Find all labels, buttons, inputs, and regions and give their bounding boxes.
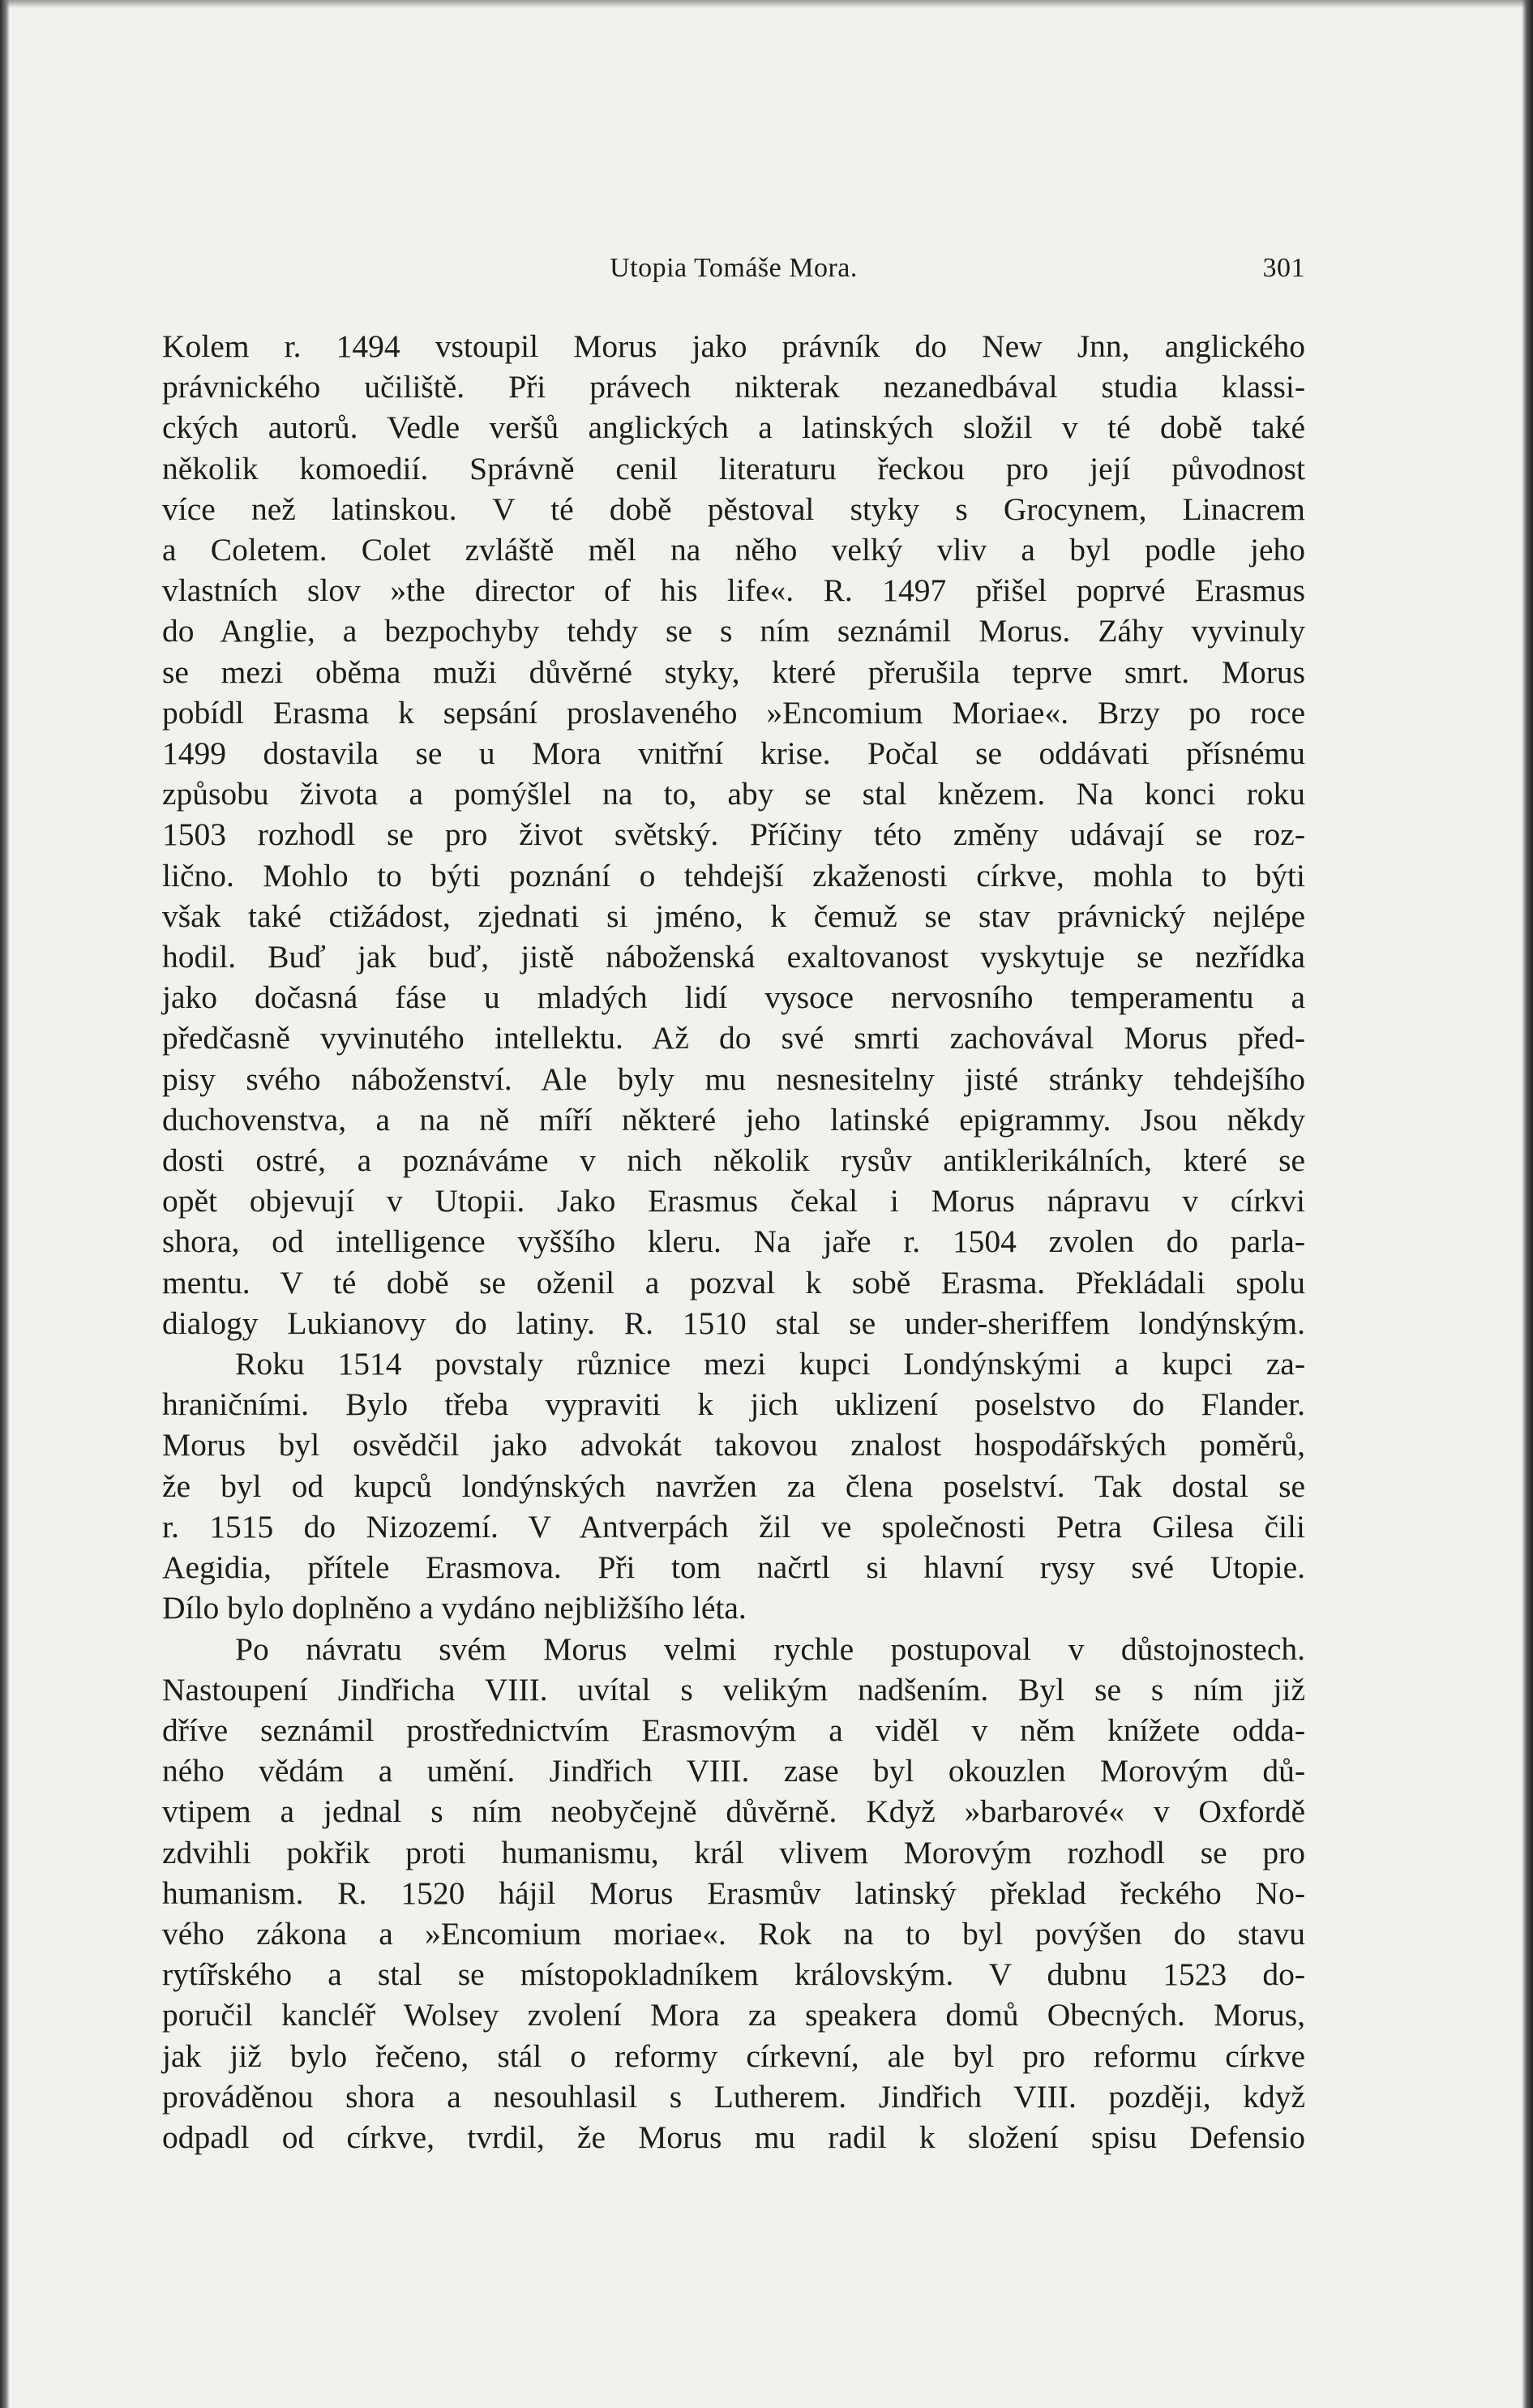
scan-edge-left bbox=[0, 0, 10, 2408]
text-line: Aegidia, přítele Erasmova. Při tom načrtl si hlavní rysy své Utopie. bbox=[162, 1549, 1305, 1586]
body-text bbox=[162, 326, 1305, 2157]
text-line: pisy svého náboženství. Ale byly mu nesnesitelny jisté stránky tehdejšího bbox=[162, 1060, 1305, 1097]
text-line: pobídl Erasma k sepsání proslaveného »Encomium Moriae«. Brzy po roce bbox=[162, 694, 1305, 731]
text-line bbox=[162, 1629, 1305, 1669]
text-line: několik komoedií. Správně cenil literaturu řeckou pro její původnost bbox=[162, 450, 1305, 486]
text-line: jako dočasná fáse u mladých lidí vysoce nervosního temperamentu a bbox=[162, 979, 1305, 1016]
text-line: rytířského a stal se místopokladníkem královským. V dubnu 1523 do- bbox=[162, 1956, 1305, 1993]
text-line: předčasně vyvinutého intellektu. Až do své smrti zachovával Morus před- bbox=[162, 1020, 1305, 1056]
text-line: že byl od kupců londýnských navržen za člena poselství. Tak dostal se bbox=[162, 1468, 1305, 1504]
text-line: mentu. V té době se oženil a pozval k sobě Erasma. Překládali spolu bbox=[162, 1264, 1305, 1300]
text-line: však také ctižádost, zjednati si jméno, k čemuž se stav právnický nejlépe bbox=[162, 898, 1305, 934]
text-line: humanism. R. 1520 hájil Morus Erasmův latinský překlad řeckého No- bbox=[162, 1875, 1305, 1911]
text-line bbox=[162, 1343, 1305, 1384]
scan-edge-right bbox=[1522, 0, 1533, 2408]
text-line: Morus byl osvědčil jako advokát takovou znalost hospodářských poměrů, bbox=[162, 1427, 1305, 1463]
text-line: hraničními. Bylo třeba vypraviti k jich uklizení poselstvo do Flander. bbox=[162, 1386, 1305, 1423]
text-line: duchovenstva, a na ně míří některé jeho latinské epigrammy. Jsou někdy bbox=[162, 1101, 1305, 1138]
text-line: dialogy Lukianovy do latiny. R. 1510 stal se under-sheriffem londýnským. bbox=[162, 1305, 1305, 1341]
text-line-content: Po návratu svém Morus velmi rychle postupoval v důstojnostech. bbox=[235, 1630, 1305, 1667]
text-line: Kolem r. 1494 vstoupil Morus jako právník do New Jnn, anglického bbox=[162, 328, 1305, 364]
text-line: Dílo bylo doplněno a vydáno nejbližšího léta. bbox=[162, 1590, 747, 1626]
text-line: dosti ostré, a poznáváme v nich několik rysův antiklerikálních, které se bbox=[162, 1142, 1305, 1179]
text-line: shora, od intelligence vyššího kleru. Na jaře r. 1504 zvolen do parla- bbox=[162, 1223, 1305, 1260]
text-line: vlastních slov »the director of his life«. R. 1497 přišel poprvé Erasmus bbox=[162, 572, 1305, 609]
text-line: více než latinskou. V té době pěstoval styky s Grocynem, Linacrem bbox=[162, 491, 1305, 527]
text-line: Nastoupení Jindřicha VIII. uvítal s velikým nadšením. Byl se s ním již bbox=[162, 1671, 1305, 1707]
text-line: ného vědám a umění. Jindřich VIII. zase byl okouzlen Morovým dů- bbox=[162, 1753, 1305, 1789]
text-line: zdvihli pokřik proti humanismu, král vlivem Morovým rozhodl se pro bbox=[162, 1834, 1305, 1870]
text-line: vtipem a jednal s ním neobyčejně důvěrně. Když »barbarové« v Oxfordě bbox=[162, 1793, 1305, 1830]
scan-edge-top bbox=[0, 0, 1533, 8]
text-line: prováděnou shora a nesouhlasil s Lutherem. Jindřich VIII. později, když bbox=[162, 2078, 1305, 2114]
text-line: lično. Mohlo to býti poznání o tehdejší zkaženosti církve, mohla to býti bbox=[162, 857, 1305, 893]
text-line: 1503 rozhodl se pro život světský. Příčiny této změny udávají se roz- bbox=[162, 816, 1305, 853]
text-line: způsobu života a pomýšlel na to, aby se stal knězem. Na konci roku bbox=[162, 776, 1305, 812]
text-line: r. 1515 do Nizozemí. V Antverpách žil ve společnosti Petra Gilesa čili bbox=[162, 1508, 1305, 1545]
text-line: odpadl od církve, tvrdil, že Morus mu radil k složení spisu Defensio bbox=[162, 2119, 1305, 2155]
text-line: poručil kancléř Wolsey zvolení Mora za speakera domů Obecných. Morus, bbox=[162, 1997, 1305, 2033]
text-line: hodil. Buď jak buď, jistě náboženská exaltovanost vyskytuje se nezřídka bbox=[162, 939, 1305, 975]
text-line: dříve seznámil prostřednictvím Erasmovým a viděl v něm knížete odda- bbox=[162, 1712, 1305, 1748]
running-title: Utopia Tomáše Mora. bbox=[610, 253, 858, 283]
text-line: právnického učiliště. Při právech nikterak nezanedbával studia klassi- bbox=[162, 369, 1305, 405]
text-line: a Coletem. Colet zvláště měl na něho velký vliv a byl podle jeho bbox=[162, 532, 1305, 568]
text-line: 1499 dostavila se u Mora vnitřní krise. Počal se oddávati přísnému bbox=[162, 735, 1305, 772]
text-line: do Anglie, a bezpochyby tehdy se s ním seznámil Morus. Záhy vyvinuly bbox=[162, 613, 1305, 649]
text-line: ckých autorů. Vedle veršů anglických a latinských složil v té době také bbox=[162, 409, 1305, 446]
text-line-content: Roku 1514 povstaly různice mezi kupci Londýnskými a kupci za- bbox=[235, 1346, 1305, 1382]
text-line: vého zákona a »Encomium moriae«. Rok na to byl povýšen do stavu bbox=[162, 1915, 1305, 1952]
page-number: 301 bbox=[1262, 253, 1305, 283]
text-line: jak již bylo řečeno, stál o reformy církevní, ale byl pro reformu církve bbox=[162, 2037, 1305, 2074]
text-line: opět objevují v Utopii. Jako Erasmus čekal i Morus nápravu v církvi bbox=[162, 1183, 1305, 1219]
text-line: se mezi oběma muži důvěrné styky, které přerušila teprve smrt. Morus bbox=[162, 653, 1305, 690]
running-head bbox=[162, 253, 1305, 302]
book-page bbox=[162, 253, 1305, 2157]
